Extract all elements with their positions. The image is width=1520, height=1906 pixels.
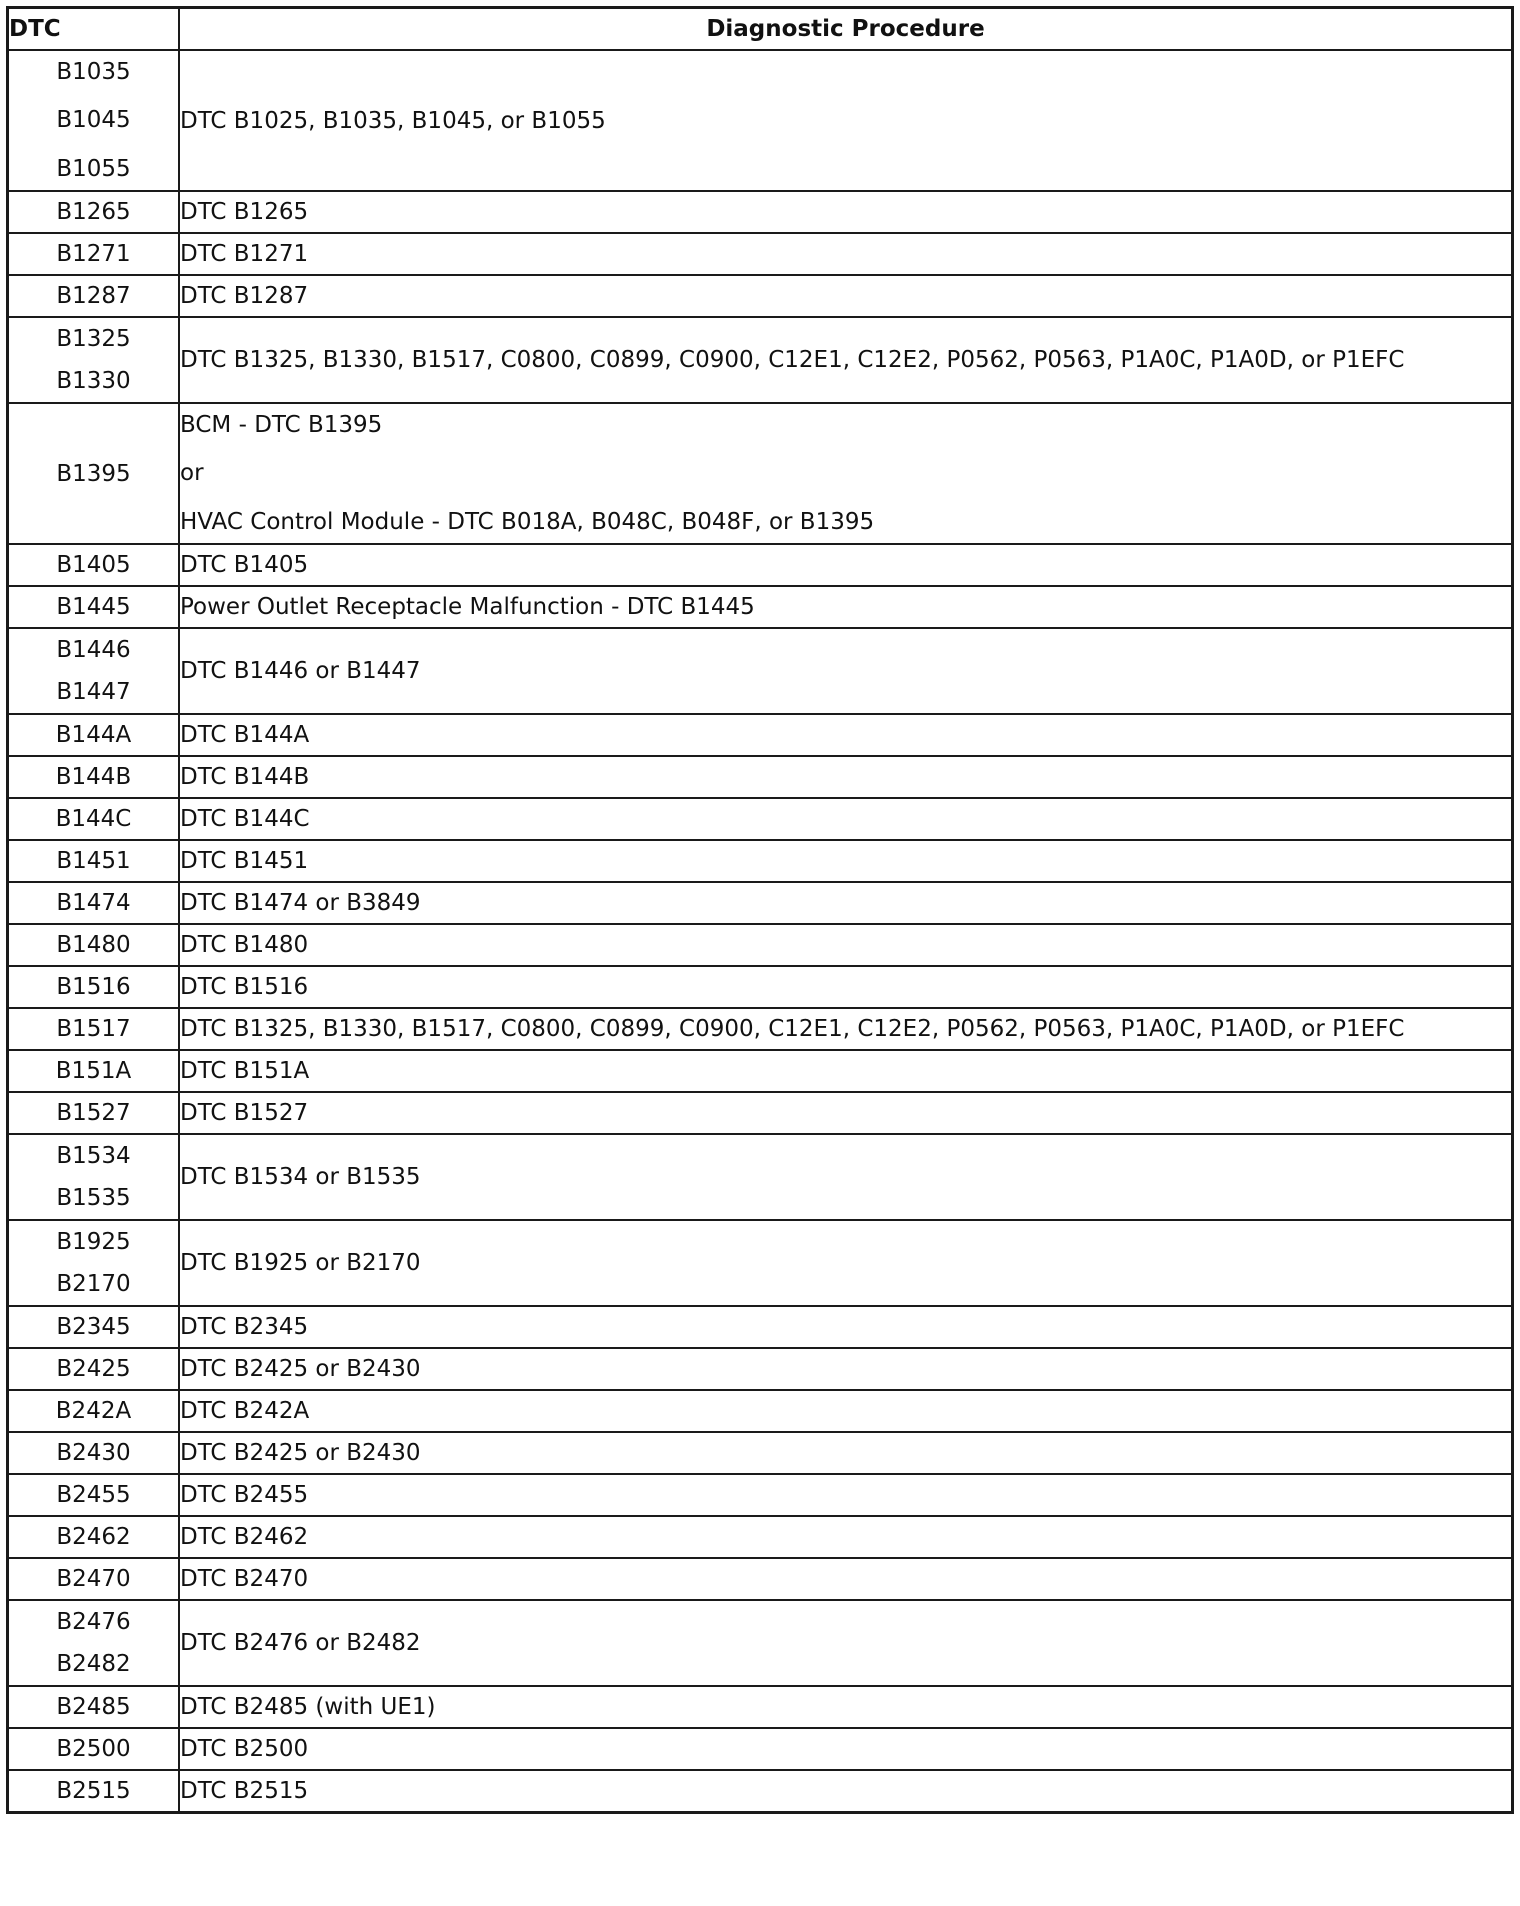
table-row (8, 1348, 1513, 1390)
procedure-text: DTC B2462 (180, 1524, 309, 1550)
dtc-code: B1330 (56, 368, 131, 394)
dtc-cell (8, 1686, 180, 1728)
procedure-text: Power Outlet Receptacle Malfunction - DTC B1445 (180, 594, 755, 620)
dtc-cell (8, 544, 180, 586)
procedure-cell (179, 798, 1513, 840)
procedure-cell (179, 275, 1513, 317)
dtc-cell (8, 1008, 180, 1050)
dtc-code: B1055 (56, 156, 131, 182)
table-row (8, 233, 1513, 275)
procedure-text: DTC B1405 (180, 552, 309, 578)
procedure-cell (179, 1558, 1513, 1600)
dtc-cell (8, 586, 180, 628)
dtc-code: B2485 (56, 1694, 131, 1720)
table-row (8, 1558, 1513, 1600)
table-row (8, 191, 1513, 233)
procedure-text: DTC B1325, B1330, B1517, C0800, C0899, C0900, C12E1, C12E2, P0562, P0563, P1A0C, P1A0D, or P1EFC (180, 347, 1405, 373)
procedure-cell (179, 317, 1513, 403)
procedure-cell (179, 1008, 1513, 1050)
procedure-column-header: Diagnostic Procedure (179, 8, 1513, 51)
table-row (8, 1686, 1513, 1728)
dtc-code: B1446 (56, 637, 131, 663)
table-body (8, 50, 1513, 1813)
procedure-cell (179, 1770, 1513, 1813)
table-row (8, 1220, 1513, 1306)
dtc-cell (8, 924, 180, 966)
header-row (8, 8, 1513, 51)
dtc-cell (8, 403, 180, 544)
dtc-code: B1265 (56, 199, 131, 225)
dtc-code: B1271 (56, 241, 131, 267)
table-row (8, 628, 1513, 714)
table-row (8, 924, 1513, 966)
procedure-text: DTC B1271 (180, 241, 309, 267)
procedure-cell (179, 1432, 1513, 1474)
dtc-code: B1035 (56, 59, 131, 85)
table-row (8, 1050, 1513, 1092)
procedure-text: DTC B1925 or B2170 (180, 1250, 421, 1276)
dtc-code: B2170 (56, 1271, 131, 1297)
dtc-code: B2345 (56, 1314, 131, 1340)
dtc-code: B1925 (56, 1229, 131, 1255)
dtc-code: B1445 (56, 594, 131, 620)
table-row (8, 275, 1513, 317)
dtc-cell (8, 1770, 180, 1813)
dtc-code: B2455 (56, 1482, 131, 1508)
table-row (8, 50, 1513, 191)
procedure-cell (179, 1050, 1513, 1092)
dtc-code: B1516 (56, 974, 131, 1000)
table-row (8, 1306, 1513, 1348)
dtc-code: B2425 (56, 1356, 131, 1382)
dtc-cell (8, 1516, 180, 1558)
dtc-cell (8, 882, 180, 924)
table-row (8, 1770, 1513, 1813)
procedure-text: DTC B1325, B1330, B1517, C0800, C0899, C0900, C12E1, C12E2, P0562, P0563, P1A0C, P1A0D, or P1EFC (180, 1016, 1405, 1042)
table-row (8, 882, 1513, 924)
table-row (8, 714, 1513, 756)
dtc-cell (8, 756, 180, 798)
dtc-cell (8, 1220, 180, 1306)
dtc-cell (8, 191, 180, 233)
dtc-cell (8, 628, 180, 714)
procedure-text: DTC B144A (180, 722, 310, 748)
procedure-text: HVAC Control Module - DTC B018A, B048C, B048F, or B1395 (180, 509, 875, 535)
dtc-code: B144C (55, 806, 132, 832)
procedure-text: DTC B1474 or B3849 (180, 890, 421, 916)
dtc-cell (8, 714, 180, 756)
procedure-text: DTC B151A (180, 1058, 310, 1084)
procedure-text: DTC B242A (180, 1398, 310, 1424)
dtc-code: B151A (55, 1058, 132, 1084)
dtc-cell (8, 1092, 180, 1134)
procedure-cell (179, 544, 1513, 586)
procedure-text: DTC B2345 (180, 1314, 309, 1340)
dtc-code: B1517 (56, 1016, 131, 1042)
dtc-cell (8, 233, 180, 275)
procedure-text: DTC B2485 (with UE1) (180, 1694, 436, 1720)
procedure-text: DTC B2425 or B2430 (180, 1356, 421, 1382)
procedure-cell (179, 1092, 1513, 1134)
dtc-cell (8, 840, 180, 882)
procedure-text: DTC B1527 (180, 1100, 309, 1126)
table-row (8, 1092, 1513, 1134)
dtc-column-header: DTC (8, 8, 180, 51)
procedure-text: DTC B2515 (180, 1778, 309, 1804)
dtc-code: B2476 (56, 1609, 131, 1635)
table-row (8, 1134, 1513, 1220)
dtc-cell (8, 50, 180, 191)
procedure-text: DTC B1534 or B1535 (180, 1164, 421, 1190)
procedure-cell (179, 1474, 1513, 1516)
procedure-cell (179, 1134, 1513, 1220)
procedure-text: DTC B1516 (180, 974, 309, 1000)
table-row (8, 544, 1513, 586)
dtc-cell (8, 798, 180, 840)
procedure-text: DTC B2470 (180, 1566, 309, 1592)
procedure-text: DTC B144C (180, 806, 310, 832)
dtc-code: B144A (55, 722, 132, 748)
procedure-cell (179, 403, 1513, 544)
table-row (8, 798, 1513, 840)
procedure-cell (179, 233, 1513, 275)
procedure-cell (179, 50, 1513, 191)
dtc-cell (8, 275, 180, 317)
table-row (8, 756, 1513, 798)
dtc-cell (8, 1348, 180, 1390)
dtc-code: B2515 (56, 1778, 131, 1804)
dtc-code: B144B (55, 764, 132, 790)
dtc-cell (8, 966, 180, 1008)
procedure-cell (179, 714, 1513, 756)
table-row (8, 1516, 1513, 1558)
procedure-text: DTC B2500 (180, 1736, 309, 1762)
dtc-cell (8, 1600, 180, 1686)
procedure-text: BCM - DTC B1395 (180, 412, 383, 438)
procedure-text: DTC B2476 or B2482 (180, 1630, 421, 1656)
procedure-text: DTC B1287 (180, 283, 309, 309)
procedure-cell (179, 1686, 1513, 1728)
procedure-text: DTC B2455 (180, 1482, 309, 1508)
dtc-code: B2482 (56, 1651, 131, 1677)
procedure-text: DTC B1451 (180, 848, 309, 874)
dtc-code: B1447 (56, 679, 131, 705)
table-row (8, 1600, 1513, 1686)
table-row (8, 1728, 1513, 1770)
procedure-text: or (180, 460, 204, 486)
procedure-cell (179, 924, 1513, 966)
dtc-code: B2430 (56, 1440, 131, 1466)
dtc-code: B1474 (56, 890, 131, 916)
procedure-cell (179, 1348, 1513, 1390)
dtc-cell (8, 1390, 180, 1432)
table-row (8, 317, 1513, 403)
table-row (8, 840, 1513, 882)
dtc-code: B2470 (56, 1566, 131, 1592)
dtc-code: B1535 (56, 1185, 131, 1211)
procedure-cell (179, 1306, 1513, 1348)
procedure-cell (179, 1600, 1513, 1686)
table-row (8, 1008, 1513, 1050)
dtc-cell (8, 1474, 180, 1516)
dtc-code: B2462 (56, 1524, 131, 1550)
procedure-cell (179, 840, 1513, 882)
dtc-table (6, 6, 1514, 1814)
procedure-cell (179, 1516, 1513, 1558)
dtc-cell (8, 1134, 180, 1220)
procedure-cell (179, 586, 1513, 628)
procedure-cell (179, 882, 1513, 924)
dtc-code: B1287 (56, 283, 131, 309)
dtc-code: B1325 (56, 326, 131, 352)
dtc-code: B1395 (56, 460, 131, 487)
procedure-text: DTC B144B (180, 764, 310, 790)
procedure-cell (179, 966, 1513, 1008)
dtc-code: B1405 (56, 552, 131, 578)
dtc-cell (8, 317, 180, 403)
dtc-cell (8, 1432, 180, 1474)
dtc-code: B1045 (56, 107, 131, 133)
table-row (8, 586, 1513, 628)
table-row (8, 1432, 1513, 1474)
dtc-code: B242A (55, 1398, 132, 1424)
procedure-cell (179, 756, 1513, 798)
procedure-text: DTC B1265 (180, 199, 309, 225)
procedure-cell (179, 1728, 1513, 1770)
dtc-cell (8, 1728, 180, 1770)
procedure-text: DTC B2425 or B2430 (180, 1440, 421, 1466)
dtc-cell (8, 1306, 180, 1348)
table-row (8, 1390, 1513, 1432)
dtc-cell (8, 1558, 180, 1600)
procedure-text: DTC B1480 (180, 932, 309, 958)
dtc-code: B1451 (56, 848, 131, 874)
dtc-cell (8, 1050, 180, 1092)
procedure-cell (179, 628, 1513, 714)
procedure-text: DTC B1446 or B1447 (180, 658, 421, 684)
procedure-cell (179, 1390, 1513, 1432)
dtc-code: B1534 (56, 1143, 131, 1169)
dtc-code: B1480 (56, 932, 131, 958)
dtc-code: B1527 (56, 1100, 131, 1126)
table-row (8, 403, 1513, 544)
table-row (8, 1474, 1513, 1516)
table-row (8, 966, 1513, 1008)
procedure-cell (179, 1220, 1513, 1306)
procedure-text: DTC B1025, B1035, B1045, or B1055 (180, 107, 606, 134)
procedure-cell (179, 191, 1513, 233)
dtc-code: B2500 (56, 1736, 131, 1762)
